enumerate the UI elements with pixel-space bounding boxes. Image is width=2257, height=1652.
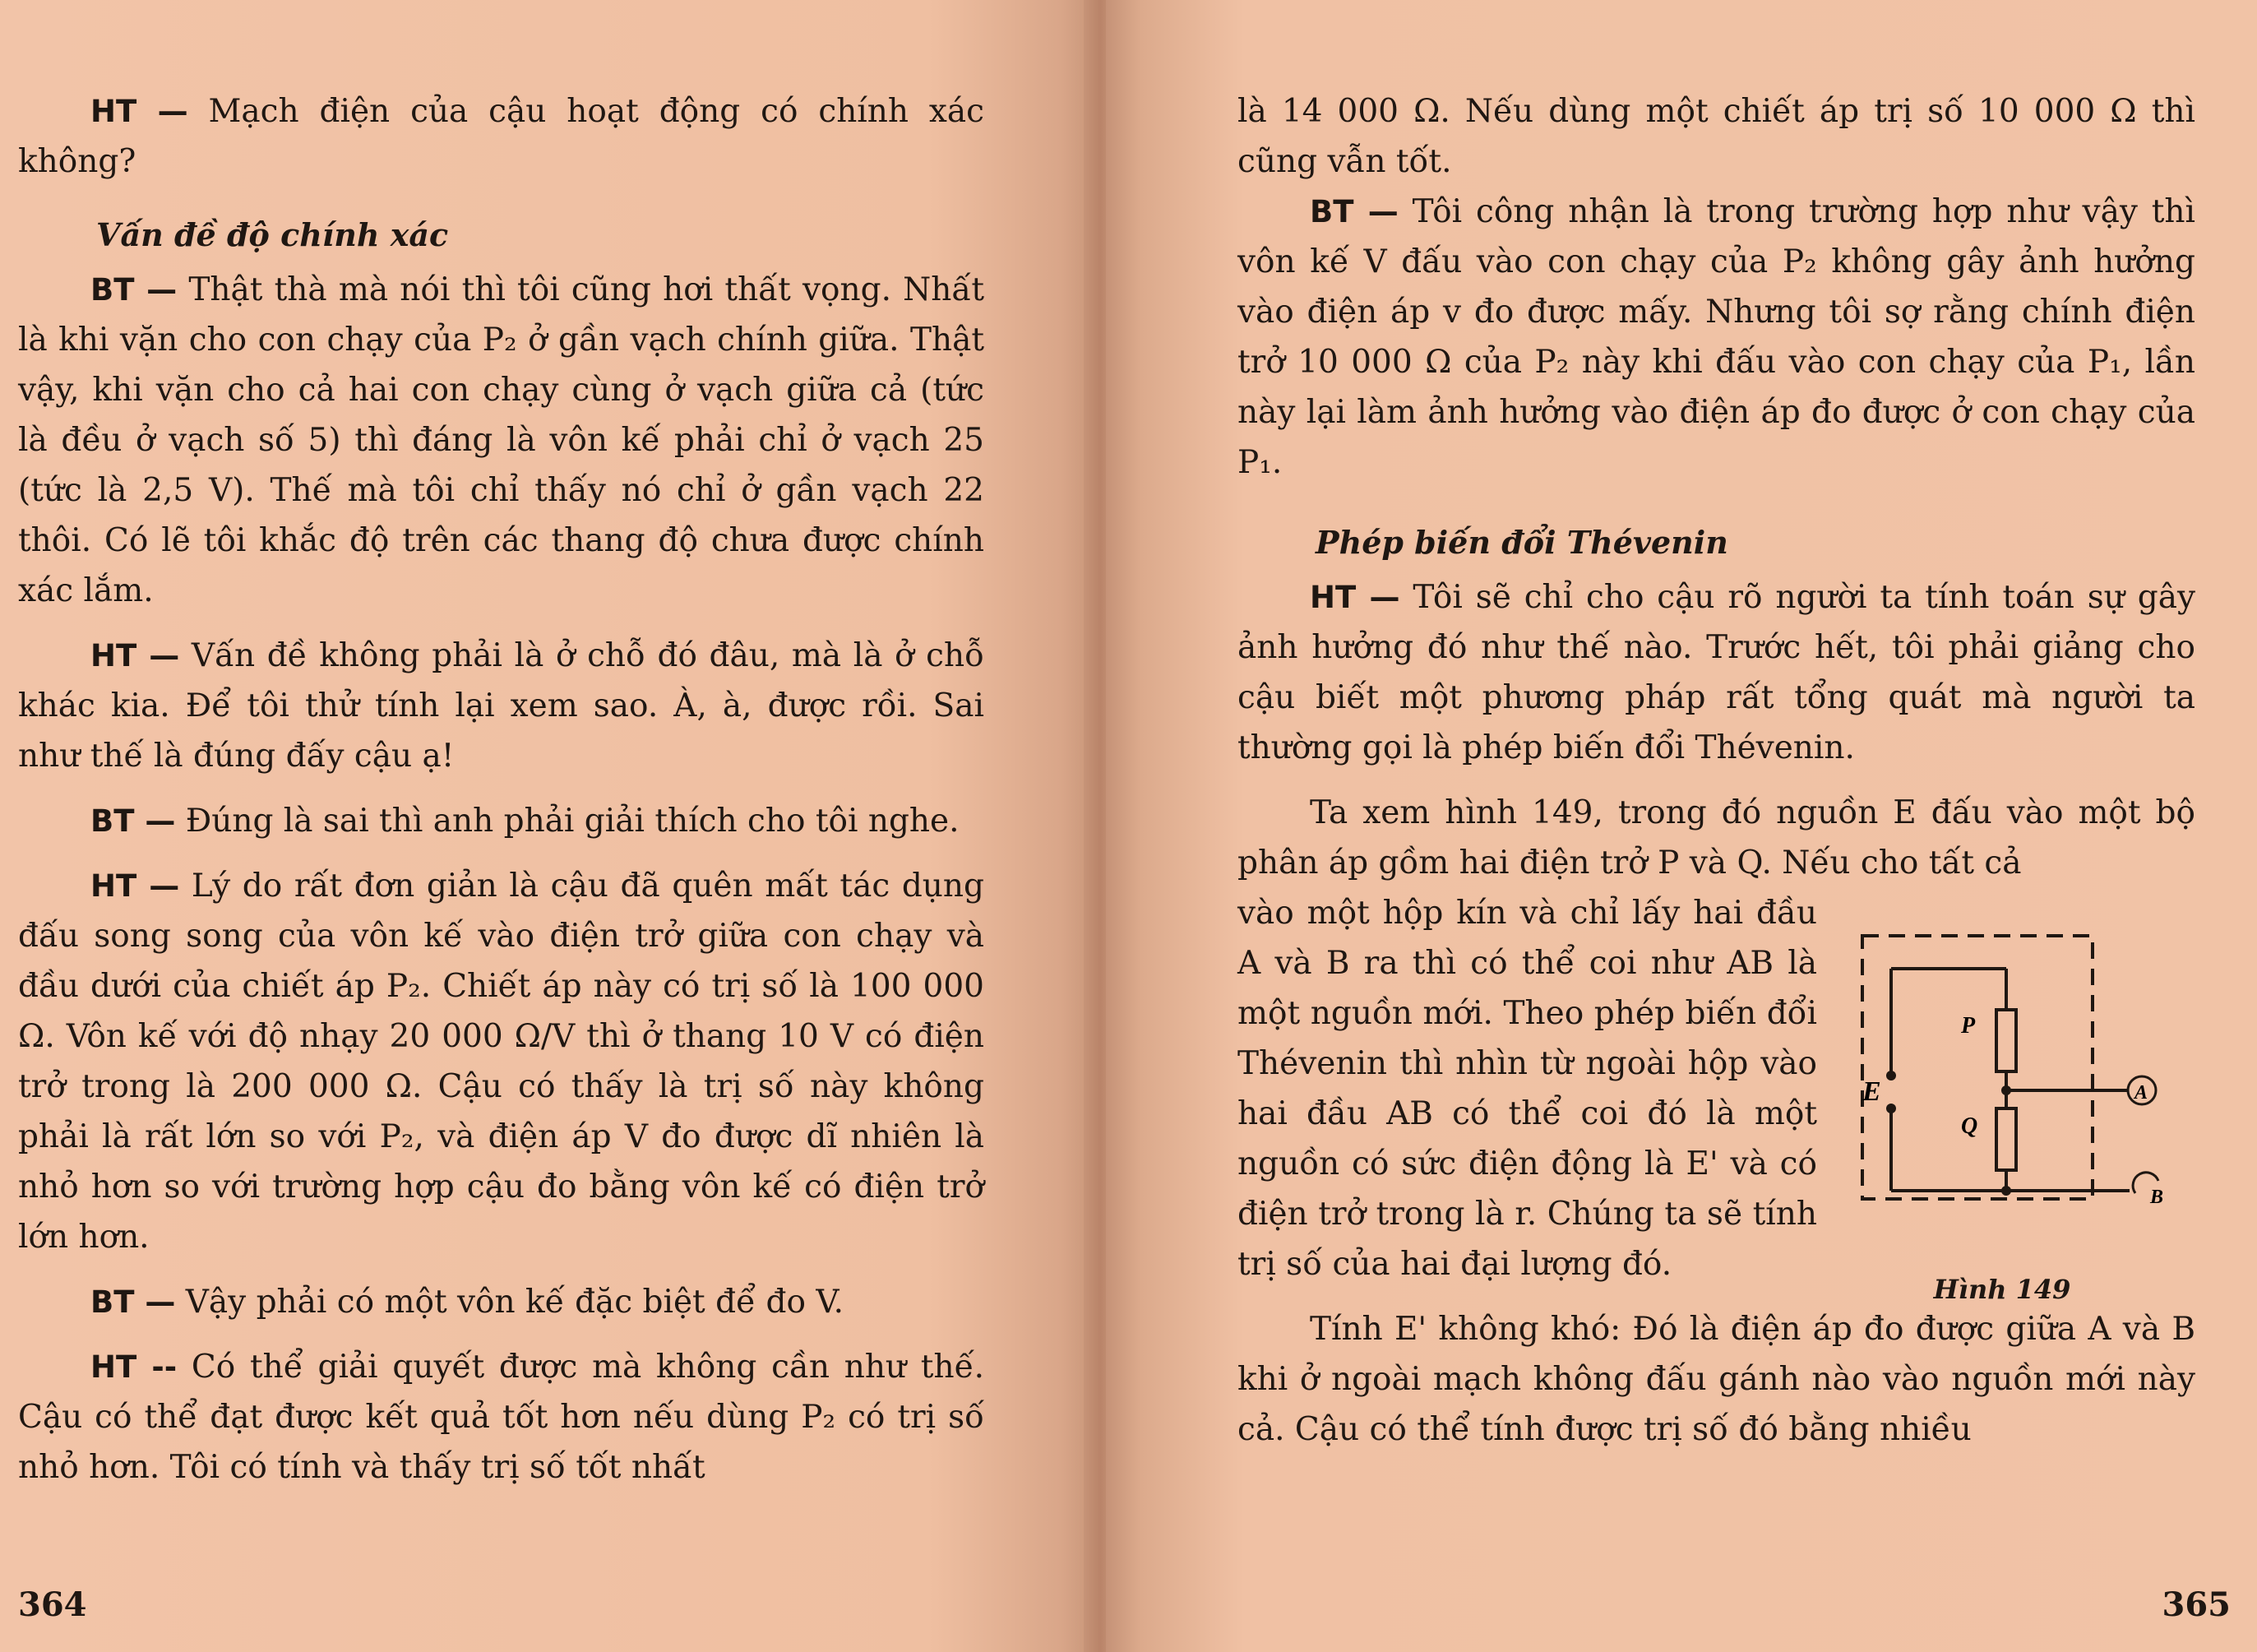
speaker-label: BT — xyxy=(90,272,178,308)
label-a: A xyxy=(2134,1082,2148,1104)
junction-dot xyxy=(2001,1186,2011,1196)
speaker-label: BT — xyxy=(90,803,176,839)
label-p: P xyxy=(1961,1013,1976,1039)
left-page xyxy=(0,0,1094,1652)
paragraph: BT — Tôi công nhận là trong trường hợp như vậy thì vôn kế V đấu vào con chạy của P₂ không gây ảnh hưởng vào điện áp v đo được mấy. Nhưng tôi sợ rằng chính điện trở 10 000 Ω của P₂ này khi đấu vào con chạy của P₁, lần này lại làm ảnh hưởng vào điện áp đo được ở con chạy của P₁. xyxy=(1237,193,2195,481)
label-q: Q xyxy=(1961,1113,1978,1139)
paragraph: HT -- Có thể giải quyết được mà không cần như thế. Cậu có thể đạt được kết quả tốt hơn nếu dùng P₂ có trị số nhỏ hơn. Tôi có tính và thấy trị số tốt nhất xyxy=(18,1349,984,1486)
speaker-label: BT — xyxy=(90,1284,176,1320)
right-page-text xyxy=(1237,86,2195,1455)
speaker-label: BT — xyxy=(1310,194,1399,229)
figure-caption: Hình 149 xyxy=(1933,1274,2071,1305)
dashed-box xyxy=(1862,936,2093,1199)
source-terminal xyxy=(1886,1104,1896,1113)
resistor-p xyxy=(1996,1010,2016,1071)
paragraph: Ta xem hình 149, trong đó nguồn E đấu vào một bộ phân áp gồm hai điện trở P và Q. Nếu cho tất cả xyxy=(1237,794,2195,882)
paragraph: HT — Mạch điện của cậu hoạt động có chính xác không? xyxy=(18,93,984,180)
page-number: 365 xyxy=(2162,1585,2231,1624)
paragraph: BT — Đúng là sai thì anh phải giải thích cho tôi nghe. xyxy=(90,803,960,840)
label-b: B xyxy=(2150,1187,2164,1208)
paragraph: là 14 000 Ω. Nếu dùng một chiết áp trị số 10 000 Ω thì cũng vẫn tốt. xyxy=(1237,93,2195,180)
figure-wrap-block xyxy=(1237,788,2195,1305)
junction-dot xyxy=(2001,1085,2011,1095)
source-terminal xyxy=(1886,1071,1896,1081)
section-heading: Vấn đề độ chính xác xyxy=(96,216,449,253)
section-heading: Phép biến đổi Thévenin xyxy=(1316,524,1728,561)
paragraph: Tính E' không khó: Đó là điện áp đo được giữa A và B khi ở ngoài mạch không đấu gánh nào vào nguồn mới này cả. Cậu có thể tính được trị số đó bằng nhiều xyxy=(1237,1311,2195,1448)
paragraph: vào một hộp kín và chỉ lấy hai đầu A và B ra thì có thể coi như AB là một nguồn mới. Theo phép biến đổi Thévenin thì nhìn từ ngoài hộp vào hai đầu AB có thể coi đó là một nguồn có sức điện động là E' và có điện trở trong là r. Chúng ta sẽ tính trị số của hai đại lượng đó. xyxy=(1237,895,1817,1283)
speaker-label: HT -- xyxy=(90,1349,178,1385)
left-page-text xyxy=(18,86,984,1492)
speaker-label: HT — xyxy=(90,94,188,129)
circuit-diagram xyxy=(1813,919,2191,1265)
paragraph: HT — Lý do rất đơn giản là cậu đã quên mất tác dụng đấu song song của vôn kế vào điện trở giữa con chạy và đầu dưới của chiết áp P₂. Chiết áp này có trị số là 100 000 Ω. Vôn kế với độ nhạy 20 000 Ω/V thì ở thang 10 V có điện trở trong là 200 000 Ω. Cậu có thấy là trị số này không phải là rất lớn so với P₂, và điện áp V đo được dĩ nhiên là nhỏ hơn so với trường hợp cậu đo bằng vôn kế có điện trở lớn hơn. xyxy=(18,868,984,1256)
right-page xyxy=(1106,0,2257,1652)
resistor-q xyxy=(1996,1108,2016,1170)
paragraph: HT — Tôi sẽ chỉ cho cậu rõ người ta tính toán sự gây ảnh hưởng đó như thế nào. Trước hết, tôi phải giảng cho cậu biết một phương pháp rất tổng quát mà người ta thường gọi là phép biến đổi Thévenin. xyxy=(1237,579,2196,766)
speaker-label: HT — xyxy=(90,638,180,673)
speaker-label: HT — xyxy=(90,868,180,904)
figure-149 xyxy=(1813,919,2191,1330)
paragraph: HT — Vấn đề không phải là ở chỗ đó đâu, mà là ở chỗ khác kia. Để tôi thử tính lại xem sao. À, à, được rồi. Sai như thế là đúng đấy cậu ạ! xyxy=(18,637,984,775)
paragraph: BT — Vậy phải có một vôn kế đặc biệt để đo V. xyxy=(90,1284,844,1321)
paragraph: BT — Thật thà mà nói thì tôi cũng hơi thất vọng. Nhất là khi vặn cho con chạy của P₂ ở gần vạch chính giữa. Thật vậy, khi vặn cho cả hai con chạy cùng ở vạch giữa cả (tức là đều ở vạch số 5) thì đáng là vôn kế phải chỉ ở vạch 25 (tức là 2,5 V). Thế mà tôi chỉ thấy nó chỉ ở gần vạch 22 thôi. Có lẽ tôi khắc độ trên các thang độ chưa được chính xác lắm. xyxy=(18,271,985,609)
label-e: E xyxy=(1862,1076,1881,1107)
speaker-label: HT — xyxy=(1310,580,1400,615)
page-number: 364 xyxy=(18,1585,87,1624)
